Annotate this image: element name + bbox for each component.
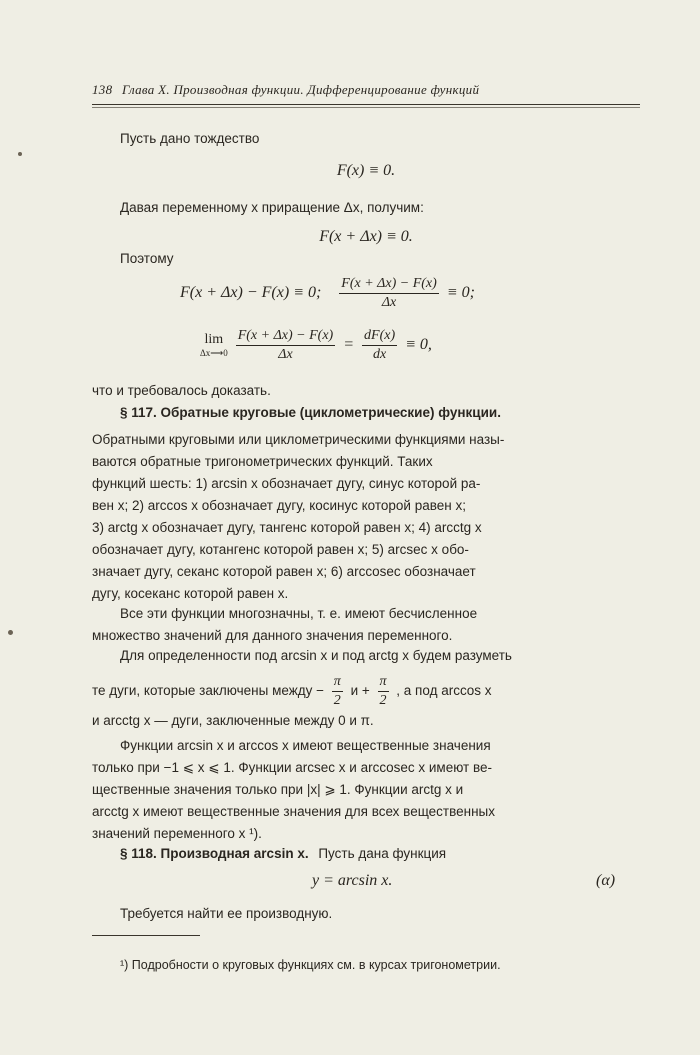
fraction-numerator: π — [378, 674, 389, 692]
paragraph: Требуется найти ее производную. — [120, 906, 333, 921]
section-117-body — [92, 429, 640, 605]
formula-difference — [180, 276, 475, 311]
text-line: дугу, косеканс которой равен x. — [92, 586, 289, 601]
scan-speck — [18, 152, 22, 156]
text-line-with-fractions — [92, 674, 491, 709]
text-line: обозначает дугу, котангенс которой равен x; 5) arcsec x обо- — [92, 542, 469, 557]
text-line: функций шесть: 1) arcsin x обозначает дугу, синус которой ра- — [92, 476, 481, 491]
fraction — [236, 328, 336, 363]
text-line: ваются обратные тригонометрических функций. Таких — [92, 454, 433, 469]
scan-speck — [8, 630, 13, 635]
formula-identity: F(x) ≡ 0. — [336, 162, 396, 179]
fraction-pi-over-2 — [332, 674, 343, 709]
running-title: Глава X. Производная функции. Дифференцирование функций — [121, 82, 480, 97]
fraction-denominator: dx — [372, 347, 387, 362]
paragraph: Давая переменному x приращение Δx, получим: — [120, 200, 424, 215]
section-title: § 118. Производная arcsin x. — [120, 846, 309, 861]
footnote: ¹) Подробности о круговых функциях см. в курсах тригонометрии. — [120, 958, 501, 972]
paragraph-real-values — [92, 735, 640, 845]
formula-right: ≡ 0; — [446, 284, 475, 302]
text-line: только при −1 ⩽ x ⩽ 1. Функции arcsec x и arccosec x имеют ве- — [92, 760, 492, 775]
limit-subscript: Δx⟶0 — [200, 348, 228, 358]
fraction-denominator: 2 — [333, 693, 341, 708]
section-heading-117 — [120, 405, 501, 420]
fraction-denominator: Δx — [381, 295, 397, 310]
fraction-numerator: π — [332, 674, 343, 692]
section-title: § 117. Обратные круговые (циклометрические) функции. — [120, 405, 501, 420]
header-rule-2 — [92, 107, 640, 108]
text-line: Обратными круговыми или циклометрическими функциями назы- — [92, 432, 505, 447]
running-header — [92, 82, 640, 98]
header-rule — [92, 104, 640, 105]
paragraph: Поэтому — [120, 251, 174, 266]
text-line: Все эти функции многозначны, т. е. имеют бесчисленное — [120, 606, 478, 621]
paragraph-multivalued — [92, 603, 640, 647]
text-line: значает дугу, секанс которой равен x; 6) arccosec обозначает — [92, 564, 476, 579]
paragraph: Пусть дано тождество — [120, 131, 260, 146]
formula-limit — [200, 328, 432, 363]
formula-increment: F(x + Δx) ≡ 0. — [319, 228, 413, 245]
formula-left: F(x + Δx) − F(x) ≡ 0; — [180, 284, 322, 302]
text-line: Для определенности под arcsin x и под arctg x будем разуметь — [120, 648, 512, 663]
fraction-numerator: F(x + Δx) − F(x) — [236, 328, 336, 346]
text-line: arcctg x имеют вещественные значения для всех вещественных — [92, 804, 496, 819]
limit-operator: lim — [204, 332, 224, 347]
text-line: и arcctg x — дуги, заключенные между 0 и π. — [92, 713, 374, 728]
fraction-numerator: F(x + Δx) − F(x) — [339, 276, 439, 294]
formula-arcsin: y = arcsin x. — [312, 872, 393, 889]
text-fragment: те дуги, которые заключены между − — [92, 683, 325, 699]
fraction — [362, 328, 397, 363]
fraction — [339, 276, 439, 311]
fraction-numerator: dF(x) — [362, 328, 397, 346]
equals-sign: = — [343, 336, 355, 354]
fraction-pi-over-2 — [378, 674, 389, 709]
text-line: вен x; 2) arccos x обозначает дугу, косинус которой равен x; — [92, 498, 466, 513]
text-line: 3) arctg x обозначает дугу, тангенс которой равен x; 4) arcctg x — [92, 520, 482, 535]
text-line: щественные значения только при |x| ⩾ 1. Функции arctg x и — [92, 782, 464, 797]
text-fragment: и + — [350, 683, 370, 699]
text-line: Функции arcsin x и arccos x имеют вещественные значения — [120, 738, 491, 753]
section-heading-118 — [120, 846, 446, 861]
footnote-rule — [92, 935, 200, 936]
equation-tag: (α) — [596, 872, 616, 889]
text-fragment: , а под arccos x — [396, 683, 492, 699]
page-number: 138 — [92, 82, 113, 97]
paragraph: что и требовалось доказать. — [92, 383, 271, 398]
text-line: значений переменного x ¹). — [92, 826, 262, 841]
formula-right: ≡ 0, — [405, 336, 432, 354]
fraction-denominator: 2 — [379, 693, 387, 708]
fraction-denominator: Δx — [278, 347, 293, 362]
text-fragment: Пусть дана функция — [318, 846, 447, 861]
text-line: множество значений для данного значения переменного. — [92, 628, 453, 643]
